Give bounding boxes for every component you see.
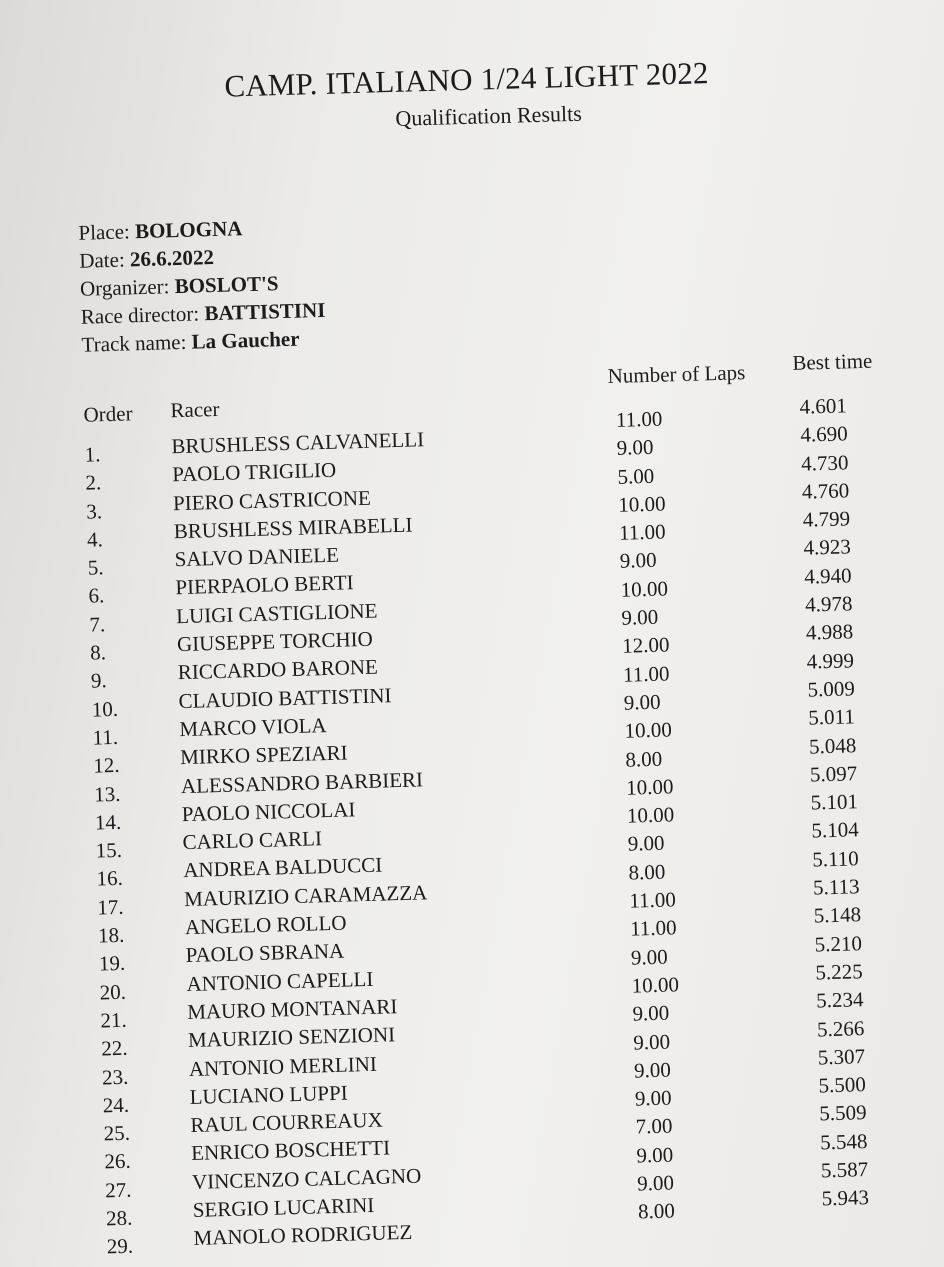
cell-racer: SALVO DANIELE bbox=[174, 542, 340, 572]
cell-laps: 11.00 bbox=[615, 406, 663, 432]
cell-order: 4. bbox=[86, 527, 104, 552]
cell-best-time: 5.210 bbox=[814, 930, 863, 957]
cell-best-time: 5.113 bbox=[812, 874, 860, 900]
cell-laps: 11.00 bbox=[629, 915, 677, 941]
cell-best-time: 4.978 bbox=[804, 591, 853, 617]
cell-racer: ANGELO ROLLO bbox=[184, 910, 347, 940]
column-header-racer: Racer bbox=[170, 396, 220, 423]
cell-order: 19. bbox=[98, 951, 126, 976]
cell-racer: SERGIO LUCARINI bbox=[192, 1192, 375, 1222]
cell-best-time: 5.307 bbox=[817, 1043, 866, 1070]
cell-laps: 10.00 bbox=[617, 491, 666, 517]
cell-racer: CLAUDIO BATTISTINI bbox=[178, 682, 392, 713]
document-subtitle: Qualification Results bbox=[395, 100, 583, 131]
cell-racer: BRUSHLESS CALVANELLI bbox=[171, 427, 425, 459]
cell-order: 14. bbox=[94, 809, 122, 835]
cell-order: 23. bbox=[101, 1064, 129, 1089]
cell-racer: PAOLO SBRANA bbox=[185, 938, 345, 968]
cell-racer: MIRKO SPEZIARI bbox=[179, 740, 348, 770]
cell-best-time: 4.760 bbox=[801, 478, 850, 504]
cell-order: 22. bbox=[100, 1035, 128, 1061]
cell-best-time: 5.011 bbox=[807, 704, 856, 730]
cell-laps: 11.00 bbox=[629, 887, 677, 913]
info-value: BOLOGNA bbox=[134, 216, 243, 244]
cell-racer: PAOLO TRIGILIO bbox=[171, 457, 337, 487]
cell-racer: MAURO MONTANARI bbox=[186, 994, 398, 1024]
cell-order: 29. bbox=[106, 1233, 134, 1259]
cell-order: 11. bbox=[92, 724, 119, 750]
cell-racer: RICCARDO BARONE bbox=[177, 654, 379, 685]
info-value: BATTISTINI bbox=[204, 297, 326, 326]
cell-best-time: 4.799 bbox=[802, 506, 851, 532]
cell-laps: 9.00 bbox=[630, 944, 668, 970]
cell-best-time: 5.110 bbox=[811, 845, 860, 872]
cell-best-time: 5.225 bbox=[815, 959, 863, 985]
cell-order: 5. bbox=[87, 555, 104, 580]
cell-racer: ANTONIO CAPELLI bbox=[186, 966, 374, 996]
cell-racer: PAOLO NICCOLAI bbox=[181, 797, 356, 826]
info-value: BOSLOT'S bbox=[174, 271, 279, 299]
info-value: La Gaucher bbox=[191, 326, 300, 354]
cell-racer: PIERO CASTRICONE bbox=[172, 485, 372, 515]
cell-order: 9. bbox=[90, 668, 108, 693]
cell-order: 24. bbox=[102, 1092, 130, 1118]
document-title: CAMP. ITALIANO 1/24 LIGHT 2022 bbox=[223, 55, 710, 104]
info-label: Date: bbox=[78, 247, 126, 273]
cell-laps: 9.00 bbox=[621, 604, 659, 630]
cell-order: 26. bbox=[104, 1149, 132, 1174]
event-info bbox=[78, 212, 326, 359]
results-table bbox=[0, 393, 944, 1259]
cell-racer: MANOLO RODRIGUEZ bbox=[193, 1220, 413, 1251]
cell-best-time: 5.009 bbox=[807, 676, 856, 702]
cell-laps: 11.00 bbox=[622, 661, 670, 687]
cell-order: 18. bbox=[97, 922, 125, 948]
cell-laps: 9.00 bbox=[616, 435, 654, 461]
cell-racer: ANDREA BALDUCCI bbox=[182, 852, 383, 883]
cell-order: 16. bbox=[96, 866, 124, 891]
cell-best-time: 4.999 bbox=[806, 647, 855, 674]
cell-racer: MAURIZIO CARAMAZZA bbox=[183, 880, 428, 911]
cell-best-time: 5.234 bbox=[815, 987, 864, 1013]
info-label: Organizer: bbox=[79, 274, 170, 301]
cell-racer: MARCO VIOLA bbox=[179, 713, 327, 742]
cell-laps: 5.00 bbox=[617, 463, 655, 489]
cell-laps: 10.00 bbox=[626, 802, 675, 828]
cell-order: 10. bbox=[91, 696, 119, 722]
cell-order: 3. bbox=[85, 498, 103, 524]
cell-racer: PIERPAOLO BERTI bbox=[175, 570, 354, 600]
cell-laps: 10.00 bbox=[620, 576, 669, 602]
cell-order: 12. bbox=[93, 753, 120, 778]
cell-order: 8. bbox=[89, 640, 107, 665]
cell-order: 21. bbox=[100, 1007, 128, 1033]
cell-racer: LUIGI CASTIGLIONE bbox=[175, 598, 378, 628]
cell-laps: 9.00 bbox=[636, 1170, 675, 1196]
cell-laps: 7.00 bbox=[635, 1113, 673, 1139]
cell-best-time: 5.101 bbox=[810, 789, 859, 815]
cell-best-time: 4.923 bbox=[803, 534, 852, 561]
cell-laps: 9.00 bbox=[627, 831, 665, 857]
cell-laps: 9.00 bbox=[636, 1142, 674, 1168]
cell-laps: 8.00 bbox=[625, 746, 663, 772]
cell-laps: 12.00 bbox=[621, 632, 670, 659]
cell-racer: MAURIZIO SENZIONI bbox=[187, 1022, 396, 1053]
cell-order: 17. bbox=[96, 894, 124, 920]
cell-racer: RAUL COURREAUX bbox=[190, 1107, 384, 1138]
cell-best-time: 4.690 bbox=[800, 421, 848, 447]
cell-laps: 10.00 bbox=[624, 717, 673, 743]
cell-order: 15. bbox=[95, 837, 123, 863]
cell-laps: 9.00 bbox=[619, 548, 657, 574]
cell-best-time: 5.587 bbox=[820, 1157, 869, 1183]
column-header-laps: Number of Laps bbox=[607, 360, 746, 389]
cell-best-time: 5.104 bbox=[811, 817, 860, 843]
cell-best-time: 5.500 bbox=[818, 1072, 867, 1098]
cell-laps: 10.00 bbox=[631, 972, 680, 998]
cell-laps: 10.00 bbox=[625, 774, 674, 800]
cell-order: 27. bbox=[104, 1177, 132, 1203]
cell-laps: 9.00 bbox=[634, 1085, 672, 1111]
info-label: Race director: bbox=[80, 301, 200, 329]
cell-best-time: 5.148 bbox=[813, 902, 862, 928]
cell-best-time: 5.097 bbox=[809, 761, 858, 787]
cell-best-time: 4.940 bbox=[804, 563, 852, 589]
info-label: Place: bbox=[78, 219, 131, 245]
cell-best-time: 4.730 bbox=[800, 449, 849, 476]
cell-best-time: 5.266 bbox=[816, 1015, 865, 1041]
cell-laps: 9.00 bbox=[632, 1000, 670, 1026]
cell-best-time: 5.048 bbox=[808, 732, 857, 759]
cell-racer: VINCENZO CALCAGNO bbox=[191, 1163, 422, 1194]
cell-best-time: 5.943 bbox=[821, 1185, 870, 1211]
cell-laps: 11.00 bbox=[618, 519, 666, 545]
column-header-best-time: Best time bbox=[792, 348, 873, 375]
cell-best-time: 5.548 bbox=[819, 1128, 868, 1155]
cell-order: 2. bbox=[85, 470, 102, 495]
cell-best-time: 4.988 bbox=[805, 619, 854, 645]
cell-racer: ANTONIO MERLINI bbox=[188, 1051, 378, 1081]
info-label: Track name: bbox=[81, 329, 187, 357]
cell-laps: 9.00 bbox=[623, 689, 661, 715]
info-track-name bbox=[81, 324, 326, 359]
cell-order: 20. bbox=[99, 979, 127, 1005]
cell-order: 7. bbox=[89, 611, 106, 637]
cell-laps: 8.00 bbox=[637, 1198, 676, 1224]
cell-best-time: 4.601 bbox=[799, 393, 848, 419]
cell-racer: ALESSANDRO BARBIERI bbox=[180, 766, 424, 798]
cell-order: 6. bbox=[88, 583, 105, 609]
cell-order: 13. bbox=[93, 781, 121, 807]
cell-best-time: 5.509 bbox=[819, 1100, 867, 1126]
column-header-order: Order bbox=[83, 401, 133, 427]
cell-order: 28. bbox=[105, 1205, 133, 1231]
cell-racer: BRUSHLESS MIRABELLI bbox=[173, 512, 413, 544]
cell-order: 25. bbox=[103, 1120, 131, 1146]
cell-racer: LUCIANO LUPPI bbox=[189, 1080, 349, 1109]
cell-laps: 8.00 bbox=[628, 859, 666, 885]
cell-order: 1. bbox=[84, 442, 101, 467]
cell-laps: 9.00 bbox=[633, 1057, 672, 1083]
cell-racer: CARLO CARLI bbox=[182, 826, 323, 855]
cell-laps: 9.00 bbox=[632, 1029, 671, 1055]
cell-racer: ENRICO BOSCHETTI bbox=[190, 1135, 391, 1166]
cell-racer: GIUSEPPE TORCHIO bbox=[176, 626, 374, 657]
info-value: 26.6.2022 bbox=[129, 245, 215, 272]
